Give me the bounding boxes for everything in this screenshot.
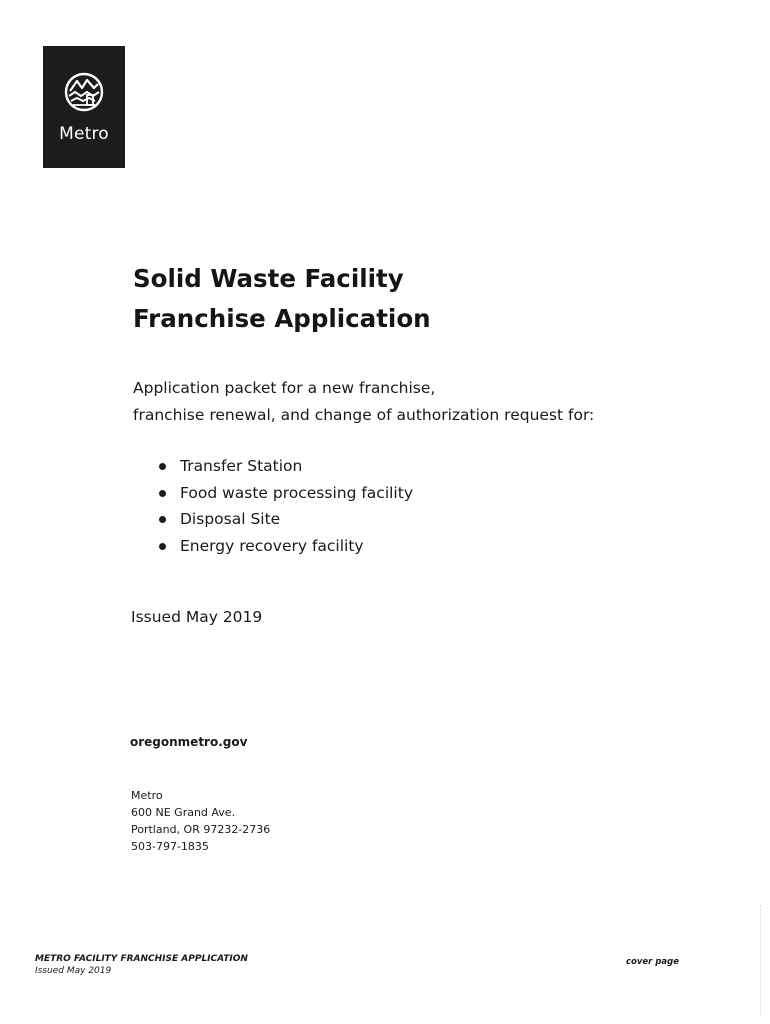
list-item: [155, 533, 413, 560]
logo-wordmark: Metro: [59, 124, 109, 144]
list-item: [155, 453, 413, 480]
bullet-icon: [159, 516, 166, 523]
metro-mountain-river-icon: [63, 70, 105, 114]
page-footer: [35, 953, 248, 977]
intro-line-2: franchise renewal, and change of authorization request for:: [133, 406, 595, 424]
scan-edge-divider: [760, 905, 762, 1015]
issued-date: Issued May 2019: [131, 608, 263, 626]
title-line-2: Franchise Application: [133, 304, 431, 333]
bullet-icon: [159, 543, 166, 550]
address-street: 600 NE Grand Ave.: [131, 806, 236, 819]
intro-paragraph: [133, 375, 594, 429]
list-item-text: Disposal Site: [180, 510, 281, 528]
address-name: Metro: [131, 789, 163, 802]
website-link[interactable]: oregonmetro.gov: [130, 735, 248, 749]
intro-line-1: Application packet for a new franchise,: [133, 379, 436, 397]
address-phone: 503-797-1835: [131, 840, 209, 853]
footer-title: METRO FACILITY FRANCHISE APPLICATION: [35, 954, 248, 964]
list-item: [155, 506, 413, 533]
bullet-icon: [159, 490, 166, 497]
title-line-1: Solid Waste Facility: [133, 264, 404, 293]
list-item-text: Food waste processing facility: [180, 483, 413, 502]
list-item-text: Energy recovery facility: [180, 536, 364, 555]
address-city: Portland, OR 97232-2736: [131, 823, 271, 836]
page-label: cover page: [626, 957, 680, 967]
contact-address: [131, 787, 270, 855]
list-item: [155, 480, 413, 507]
document-title: [133, 259, 431, 339]
metro-logo: [43, 46, 125, 168]
footer-issued: Issued May 2019: [35, 966, 112, 976]
facility-type-list: [155, 453, 413, 559]
bullet-icon: [159, 463, 166, 470]
list-item-text: Transfer Station: [180, 457, 303, 475]
